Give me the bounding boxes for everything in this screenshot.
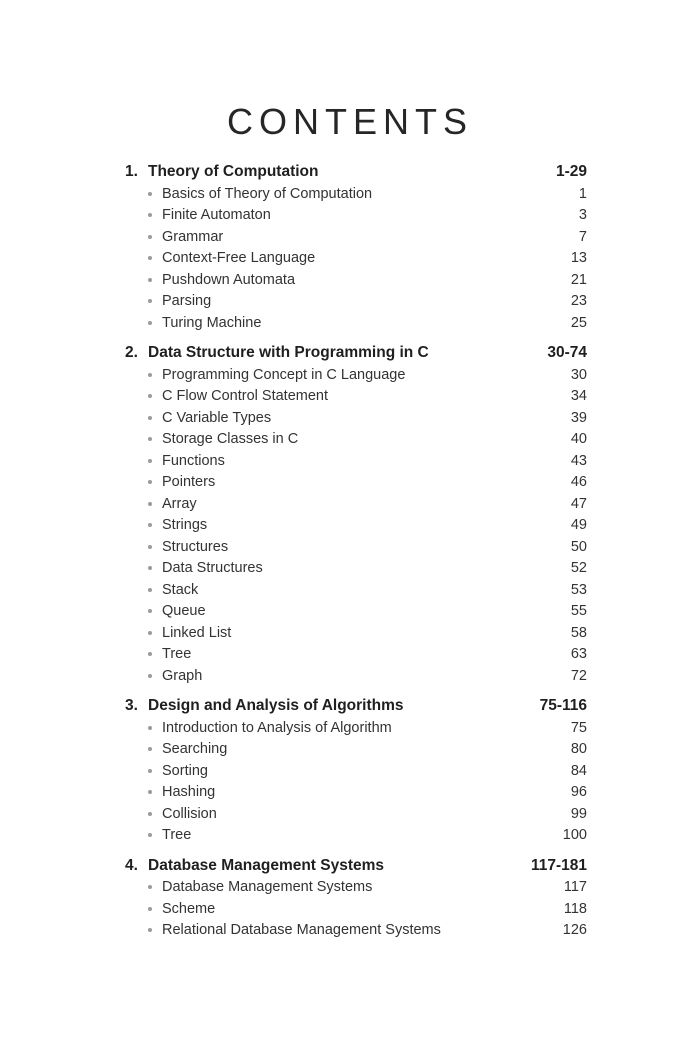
toc-item [125, 604, 587, 619]
toc-item-page: 23 [570, 293, 587, 309]
section-number: 4. [125, 856, 138, 874]
toc-item-page: 39 [570, 409, 587, 426]
toc-item [125, 923, 587, 938]
section-page-range: 30-74 [547, 344, 587, 361]
toc-item-label: Pushdown Automata [162, 271, 296, 288]
toc-item-label: Storage Classes in C [162, 431, 299, 447]
toc-item-page: 63 [570, 646, 587, 662]
toc-item-page: 30 [570, 366, 587, 383]
bullet-icon [148, 299, 152, 303]
toc-item-page: 34 [570, 388, 587, 404]
toc-item-label: Collision [162, 805, 217, 822]
bullet-icon [148, 674, 152, 678]
bullet-icon [148, 907, 152, 911]
bullet-icon [148, 416, 152, 420]
toc-item-page: 117 [563, 879, 587, 895]
table-of-contents [125, 164, 587, 938]
toc-item-label: Parsing [162, 293, 212, 309]
toc-item [125, 432, 587, 447]
section-heading [125, 345, 587, 361]
toc-item-page: 53 [570, 581, 587, 598]
toc-item [125, 647, 587, 662]
bullet-icon [148, 502, 152, 506]
toc-item-page: 46 [570, 474, 587, 490]
toc-item-label: Finite Automaton [162, 207, 271, 223]
toc-item [125, 880, 587, 895]
toc-item-page: 100 [562, 827, 587, 843]
toc-item-page: 40 [570, 431, 587, 447]
toc-item-label: Programming Concept in C Language [162, 366, 406, 383]
bullet-icon [148, 545, 152, 549]
toc-item-label: Sorting [162, 762, 208, 779]
toc-item-page: 126 [562, 922, 587, 938]
bullet-icon [148, 588, 152, 592]
bullet-icon [148, 394, 152, 398]
toc-item [125, 561, 587, 576]
toc-section [125, 164, 587, 330]
toc-item-label: Queue [162, 603, 206, 619]
bullet-icon [148, 278, 152, 282]
bullet-icon [148, 437, 152, 441]
toc-item [125, 208, 587, 223]
toc-item-page: 47 [570, 495, 587, 512]
toc-item [125, 583, 587, 598]
toc-item-page: 7 [578, 228, 587, 245]
bullet-icon [148, 790, 152, 794]
bullet-icon [148, 885, 152, 889]
toc-item [125, 187, 587, 202]
section-number: 1. [125, 163, 138, 180]
toc-item [125, 828, 587, 843]
bullet-icon [148, 812, 152, 816]
toc-item-label: Data Structures [162, 560, 263, 576]
bullet-icon [148, 480, 152, 484]
toc-item-page: 99 [570, 805, 587, 822]
toc-item-label: Hashing [162, 784, 216, 800]
bullet-icon [148, 566, 152, 570]
toc-item-label: Graph [162, 667, 203, 684]
toc-item-page: 49 [570, 517, 587, 533]
toc-item [125, 785, 587, 800]
toc-item-label: Structures [162, 538, 229, 555]
toc-item-page: 43 [570, 452, 587, 469]
toc-item-page: 50 [570, 538, 587, 555]
section-heading [125, 698, 587, 714]
toc-item-label: Introduction to Analysis of Algorithm [162, 719, 392, 736]
toc-item [125, 764, 587, 779]
bullet-icon [148, 373, 152, 377]
toc-item-label: Database Management Systems [162, 879, 373, 895]
bullet-icon [148, 256, 152, 260]
bullet-icon [148, 213, 152, 217]
bullet-icon [148, 652, 152, 656]
toc-item-label: Stack [162, 581, 199, 598]
toc-item [125, 540, 587, 555]
toc-item-label: Array [162, 495, 197, 512]
toc-section [125, 345, 587, 683]
toc-item-page: 72 [570, 667, 587, 684]
bullet-icon [148, 459, 152, 463]
toc-item [125, 316, 587, 331]
section-title: Data Structure with Programming in C [148, 344, 429, 361]
toc-item [125, 475, 587, 490]
bullet-icon [148, 631, 152, 635]
toc-item-page: 58 [570, 624, 587, 641]
toc-item-page: 21 [570, 271, 587, 288]
bullet-icon [148, 928, 152, 932]
toc-item-label: Turing Machine [162, 314, 262, 331]
bullet-icon [148, 769, 152, 773]
page-title: CONTENTS [227, 101, 473, 142]
toc-item-label: Strings [162, 517, 208, 533]
toc-item [125, 389, 587, 404]
section-page-range: 1-29 [555, 163, 587, 180]
toc-item [125, 251, 587, 266]
toc-item-label: Relational Database Management Systems [162, 922, 441, 938]
bullet-icon [148, 609, 152, 613]
toc-section [125, 698, 587, 843]
toc-item [125, 721, 587, 736]
toc-item-label: C Variable Types [162, 409, 272, 426]
toc-item-page: 75 [570, 719, 587, 736]
toc-item [125, 497, 587, 512]
toc-item-page: 80 [570, 741, 587, 757]
toc-item-label: Tree [162, 827, 192, 843]
toc-item-page: 1 [578, 185, 587, 202]
toc-item-page: 55 [570, 603, 587, 619]
section-heading [125, 164, 587, 180]
section-page-range: 75-116 [539, 697, 587, 714]
bullet-icon [148, 747, 152, 751]
toc-item [125, 368, 587, 383]
toc-item-page: 3 [578, 207, 587, 223]
toc-item-label: Tree [162, 646, 192, 662]
toc-item-label: Grammar [162, 228, 224, 245]
toc-item [125, 273, 587, 288]
toc-section [125, 858, 587, 938]
toc-item [125, 742, 587, 757]
section-heading [125, 858, 587, 874]
toc-item [125, 294, 587, 309]
section-page-range: 117-181 [530, 856, 587, 874]
toc-item [125, 807, 587, 822]
toc-item-label: Scheme [162, 900, 216, 917]
bullet-icon [148, 321, 152, 325]
toc-item [125, 454, 587, 469]
bullet-icon [148, 833, 152, 837]
toc-item [125, 669, 587, 684]
toc-item-page: 25 [570, 314, 587, 331]
toc-item [125, 230, 587, 245]
bullet-icon [148, 192, 152, 196]
section-number: 3. [125, 697, 138, 714]
bullet-icon [148, 235, 152, 239]
toc-item-label: Searching [162, 741, 228, 757]
section-title: Design and Analysis of Algorithms [148, 697, 404, 714]
toc-item [125, 902, 587, 917]
toc-item-page: 52 [570, 560, 587, 576]
toc-item-label: C Flow Control Statement [162, 388, 329, 404]
toc-item-page: 84 [570, 762, 587, 779]
toc-item-page: 96 [570, 784, 587, 800]
bullet-icon [148, 523, 152, 527]
toc-item-label: Basics of Theory of Computation [162, 185, 373, 202]
toc-item-label: Functions [162, 452, 225, 469]
section-number: 2. [125, 344, 138, 361]
toc-item-label: Pointers [162, 474, 216, 490]
toc-item [125, 518, 587, 533]
toc-item-page: 118 [563, 900, 587, 917]
toc-item-label: Context-Free Language [162, 250, 316, 266]
bullet-icon [148, 726, 152, 730]
toc-item [125, 411, 587, 426]
section-title: Theory of Computation [148, 163, 319, 180]
toc-item-page: 13 [570, 250, 587, 266]
section-title: Database Management Systems [148, 856, 385, 874]
toc-item [125, 626, 587, 641]
toc-item-label: Linked List [162, 624, 232, 641]
